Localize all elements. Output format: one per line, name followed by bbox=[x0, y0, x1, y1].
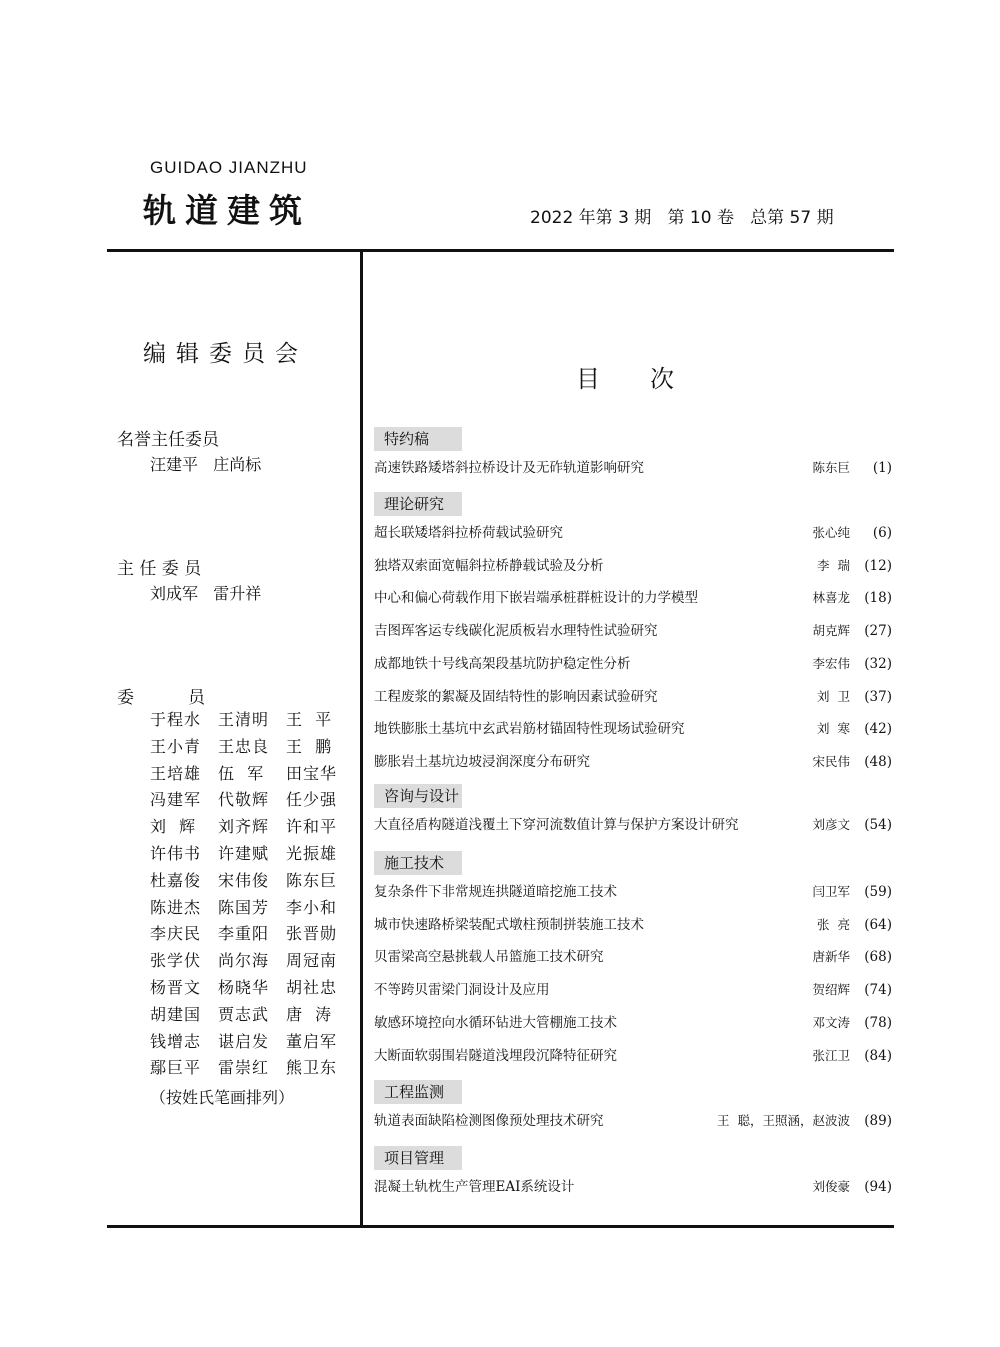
toc-entry[interactable] bbox=[374, 653, 894, 675]
toc-entry[interactable] bbox=[374, 1110, 894, 1132]
entry-title: 大断面软弱围岩隧道浅埋段沉降特征研究 bbox=[374, 1047, 617, 1064]
entry-author: 刘俊豪 bbox=[812, 1179, 850, 1194]
member-name: 钱增志 bbox=[150, 1031, 202, 1051]
section-heading: 理论研究 bbox=[374, 492, 462, 516]
entry-page: (84) bbox=[864, 1047, 892, 1064]
member-name: 许伟书 bbox=[150, 843, 202, 863]
entry-author: 贺绍辉 bbox=[812, 982, 850, 998]
toc-entry[interactable] bbox=[374, 814, 894, 836]
entry-title: 大直径盾构隧道浅覆土下穿河流数值计算与保护方案设计研究 bbox=[374, 817, 739, 833]
entry-author: 邓文涛 bbox=[812, 1014, 850, 1030]
entry-author: 闫卫军 bbox=[812, 884, 850, 899]
section-heading: 特约稿 bbox=[374, 427, 462, 451]
member-name: 贾志武 bbox=[218, 1004, 270, 1024]
member-name: 王培雄 bbox=[150, 763, 202, 783]
section-heading: 工程监测 bbox=[374, 1080, 462, 1104]
entry-page: (59) bbox=[864, 884, 892, 900]
member-name: 周冠南 bbox=[286, 951, 338, 971]
entry-title: 吉图珲客运专线碳化泥质板岩水理特性试验研究 bbox=[374, 623, 658, 640]
member-name: 张晋勋 bbox=[286, 924, 338, 944]
entry-title: 不等跨贝雷梁门洞设计及应用 bbox=[374, 982, 550, 999]
entry-page: (18) bbox=[864, 590, 892, 607]
section-heading: 项目管理 bbox=[374, 1146, 462, 1170]
toc-entry[interactable] bbox=[374, 522, 894, 544]
member-name: 光振雄 bbox=[286, 843, 338, 863]
entry-page: (42) bbox=[864, 721, 892, 738]
entry-author: 陈东巨 bbox=[812, 460, 850, 475]
entry-author: 张心纯 bbox=[812, 525, 850, 540]
entry-author: 刘 卫 bbox=[817, 688, 850, 704]
member-name: 冯建军 bbox=[150, 790, 202, 810]
entry-title: 独塔双索面宽幅斜拉桥静载试验及分析 bbox=[374, 557, 604, 574]
member-name: 鄢巨平 bbox=[150, 1058, 202, 1078]
entry-title: 成都地铁十号线高架段基坑防护稳定性分析 bbox=[374, 655, 631, 672]
journal-pinyin: GUIDAO JIANZHU bbox=[150, 158, 308, 177]
entry-page: (32) bbox=[864, 655, 892, 672]
member-name: 刘齐辉 bbox=[218, 817, 270, 837]
entry-author: 张江卫 bbox=[812, 1047, 850, 1063]
member-name: 雷崇红 bbox=[218, 1058, 270, 1078]
entry-page: (94) bbox=[864, 1179, 892, 1195]
entry-author: 李宏伟 bbox=[812, 655, 850, 671]
member-name: 许建赋 bbox=[218, 843, 270, 863]
member-name: 王 平 bbox=[286, 710, 333, 729]
entry-title: 中心和偏心荷载作用下嵌岩端承桩群桩设计的力学模型 bbox=[374, 590, 698, 607]
entry-author: 刘 寒 bbox=[817, 721, 850, 737]
member-name: 王忠良 bbox=[218, 736, 270, 756]
entry-title: 敏感环境控向水循环钻进大管棚施工技术 bbox=[374, 1014, 617, 1031]
entry-title: 高速铁路矮塔斜拉桥设计及无砟轨道影响研究 bbox=[374, 460, 644, 476]
toc-entry[interactable] bbox=[374, 1012, 894, 1034]
toc-entry[interactable] bbox=[374, 946, 894, 968]
member-name: 刘 辉 bbox=[150, 817, 197, 837]
member-name: 李小和 bbox=[286, 897, 338, 917]
entry-author: 王 聪，王照涵，赵波波 bbox=[717, 1113, 850, 1128]
entry-title: 超长联矮塔斜拉桥荷载试验研究 bbox=[374, 525, 563, 541]
member-name: 王小青 bbox=[150, 736, 202, 756]
member-name: 张学伏 bbox=[150, 951, 202, 971]
toc-entry[interactable] bbox=[374, 555, 894, 577]
entry-page: (74) bbox=[864, 982, 892, 999]
toc-entry[interactable] bbox=[374, 686, 894, 708]
member-name: 胡社忠 bbox=[286, 977, 338, 997]
toc-entry[interactable] bbox=[374, 620, 894, 642]
entry-page: (64) bbox=[864, 916, 892, 933]
member-name: 伍 军 bbox=[218, 763, 265, 783]
entry-page: (12) bbox=[864, 557, 892, 574]
member-list bbox=[150, 707, 354, 1082]
member-name: 熊卫东 bbox=[286, 1058, 338, 1078]
top-rule bbox=[107, 249, 894, 252]
member-name: 尚尔海 bbox=[218, 951, 270, 971]
toc-entry[interactable] bbox=[374, 457, 894, 479]
entry-title: 工程废浆的絮凝及固结特性的影响因素试验研究 bbox=[374, 688, 658, 705]
entry-author: 宋民伟 bbox=[812, 753, 850, 769]
member-name: 于程水 bbox=[150, 710, 202, 729]
toc-entry[interactable] bbox=[374, 587, 894, 609]
toc-entry[interactable] bbox=[374, 718, 894, 740]
entry-page: (78) bbox=[864, 1014, 892, 1031]
honorary-label: 名誉主任委员 bbox=[117, 430, 219, 450]
member-name: 许和平 bbox=[286, 817, 338, 837]
director-names: 刘成军 雷升祥 bbox=[150, 584, 262, 603]
entry-page: (6) bbox=[872, 525, 892, 541]
entry-page: (27) bbox=[864, 623, 892, 640]
ordering-note: （按姓氏笔画排列） bbox=[150, 1088, 295, 1107]
entry-author: 胡克辉 bbox=[812, 623, 850, 639]
entry-page: (89) bbox=[864, 1113, 892, 1129]
member-name: 杨晋文 bbox=[150, 977, 202, 997]
entry-page: (54) bbox=[864, 817, 892, 833]
member-name: 杨晓华 bbox=[218, 977, 270, 997]
member-name: 胡建国 bbox=[150, 1004, 202, 1024]
member-name: 陈东巨 bbox=[286, 870, 338, 890]
members-label: 委 员 bbox=[117, 688, 206, 708]
entry-title: 贝雷梁高空悬挑载人吊篮施工技术研究 bbox=[374, 949, 604, 966]
entry-author: 刘彦文 bbox=[812, 817, 850, 832]
toc-entry[interactable] bbox=[374, 1176, 894, 1198]
member-name: 杜嘉俊 bbox=[150, 870, 202, 890]
member-name: 唐 涛 bbox=[286, 1004, 333, 1024]
journal-title: 轨道建筑 bbox=[143, 191, 311, 230]
entry-title: 复杂条件下非常规连拱隧道暗挖施工技术 bbox=[374, 884, 617, 900]
member-name: 陈国芳 bbox=[218, 897, 270, 917]
member-name: 王清明 bbox=[218, 710, 270, 729]
entry-title: 地铁膨胀土基坑中玄武岩筋材锚固特性现场试验研究 bbox=[374, 721, 685, 738]
member-name: 李重阳 bbox=[218, 924, 270, 944]
member-name: 田宝华 bbox=[286, 763, 338, 783]
toc-entry[interactable] bbox=[374, 1045, 894, 1067]
entry-title: 城市快速路桥梁装配式墩柱预制拼装施工技术 bbox=[374, 916, 644, 933]
member-name: 董启军 bbox=[286, 1031, 338, 1051]
toc-title: 目次 bbox=[576, 365, 724, 393]
section-heading: 咨询与设计 bbox=[374, 784, 462, 808]
toc-entry[interactable] bbox=[374, 881, 894, 903]
column-divider bbox=[360, 251, 363, 1227]
director-label: 主 任 委 员 bbox=[117, 559, 202, 579]
issue-info: 2022 年第 3 期 第 10 卷 总第 57 期 bbox=[530, 208, 834, 228]
entry-author: 张 亮 bbox=[817, 916, 850, 932]
member-name: 代敬辉 bbox=[218, 790, 270, 810]
member-name: 谌启发 bbox=[218, 1031, 270, 1051]
member-name: 王 鹏 bbox=[286, 736, 333, 756]
entry-title: 轨道表面缺陷检测图像预处理技术研究 bbox=[374, 1113, 604, 1129]
entry-author: 林喜龙 bbox=[812, 590, 850, 606]
entry-author: 唐新华 bbox=[812, 949, 850, 965]
toc-entry[interactable] bbox=[374, 979, 894, 1001]
toc-entry[interactable] bbox=[374, 914, 894, 936]
bottom-rule bbox=[107, 1225, 894, 1228]
toc-entry[interactable] bbox=[374, 751, 894, 773]
member-name: 李庆民 bbox=[150, 924, 202, 944]
entry-author: 李 瑞 bbox=[817, 557, 850, 573]
member-name: 宋伟俊 bbox=[218, 870, 270, 890]
committee-title: 编辑委员会 bbox=[143, 341, 308, 367]
member-name: 任少强 bbox=[286, 790, 338, 810]
section-heading: 施工技术 bbox=[374, 851, 462, 875]
honorary-names: 汪建平 庄尚标 bbox=[150, 455, 262, 474]
entry-page: (68) bbox=[864, 949, 892, 966]
member-name: 陈进杰 bbox=[150, 897, 202, 917]
entry-page: (1) bbox=[872, 460, 892, 476]
entry-title: 膨胀岩土基坑边坡浸润深度分布研究 bbox=[374, 753, 590, 770]
entry-page: (37) bbox=[864, 688, 892, 705]
entry-title: 混凝土轨枕生产管理EAI系统设计 bbox=[374, 1179, 575, 1195]
entry-page: (48) bbox=[864, 753, 892, 770]
